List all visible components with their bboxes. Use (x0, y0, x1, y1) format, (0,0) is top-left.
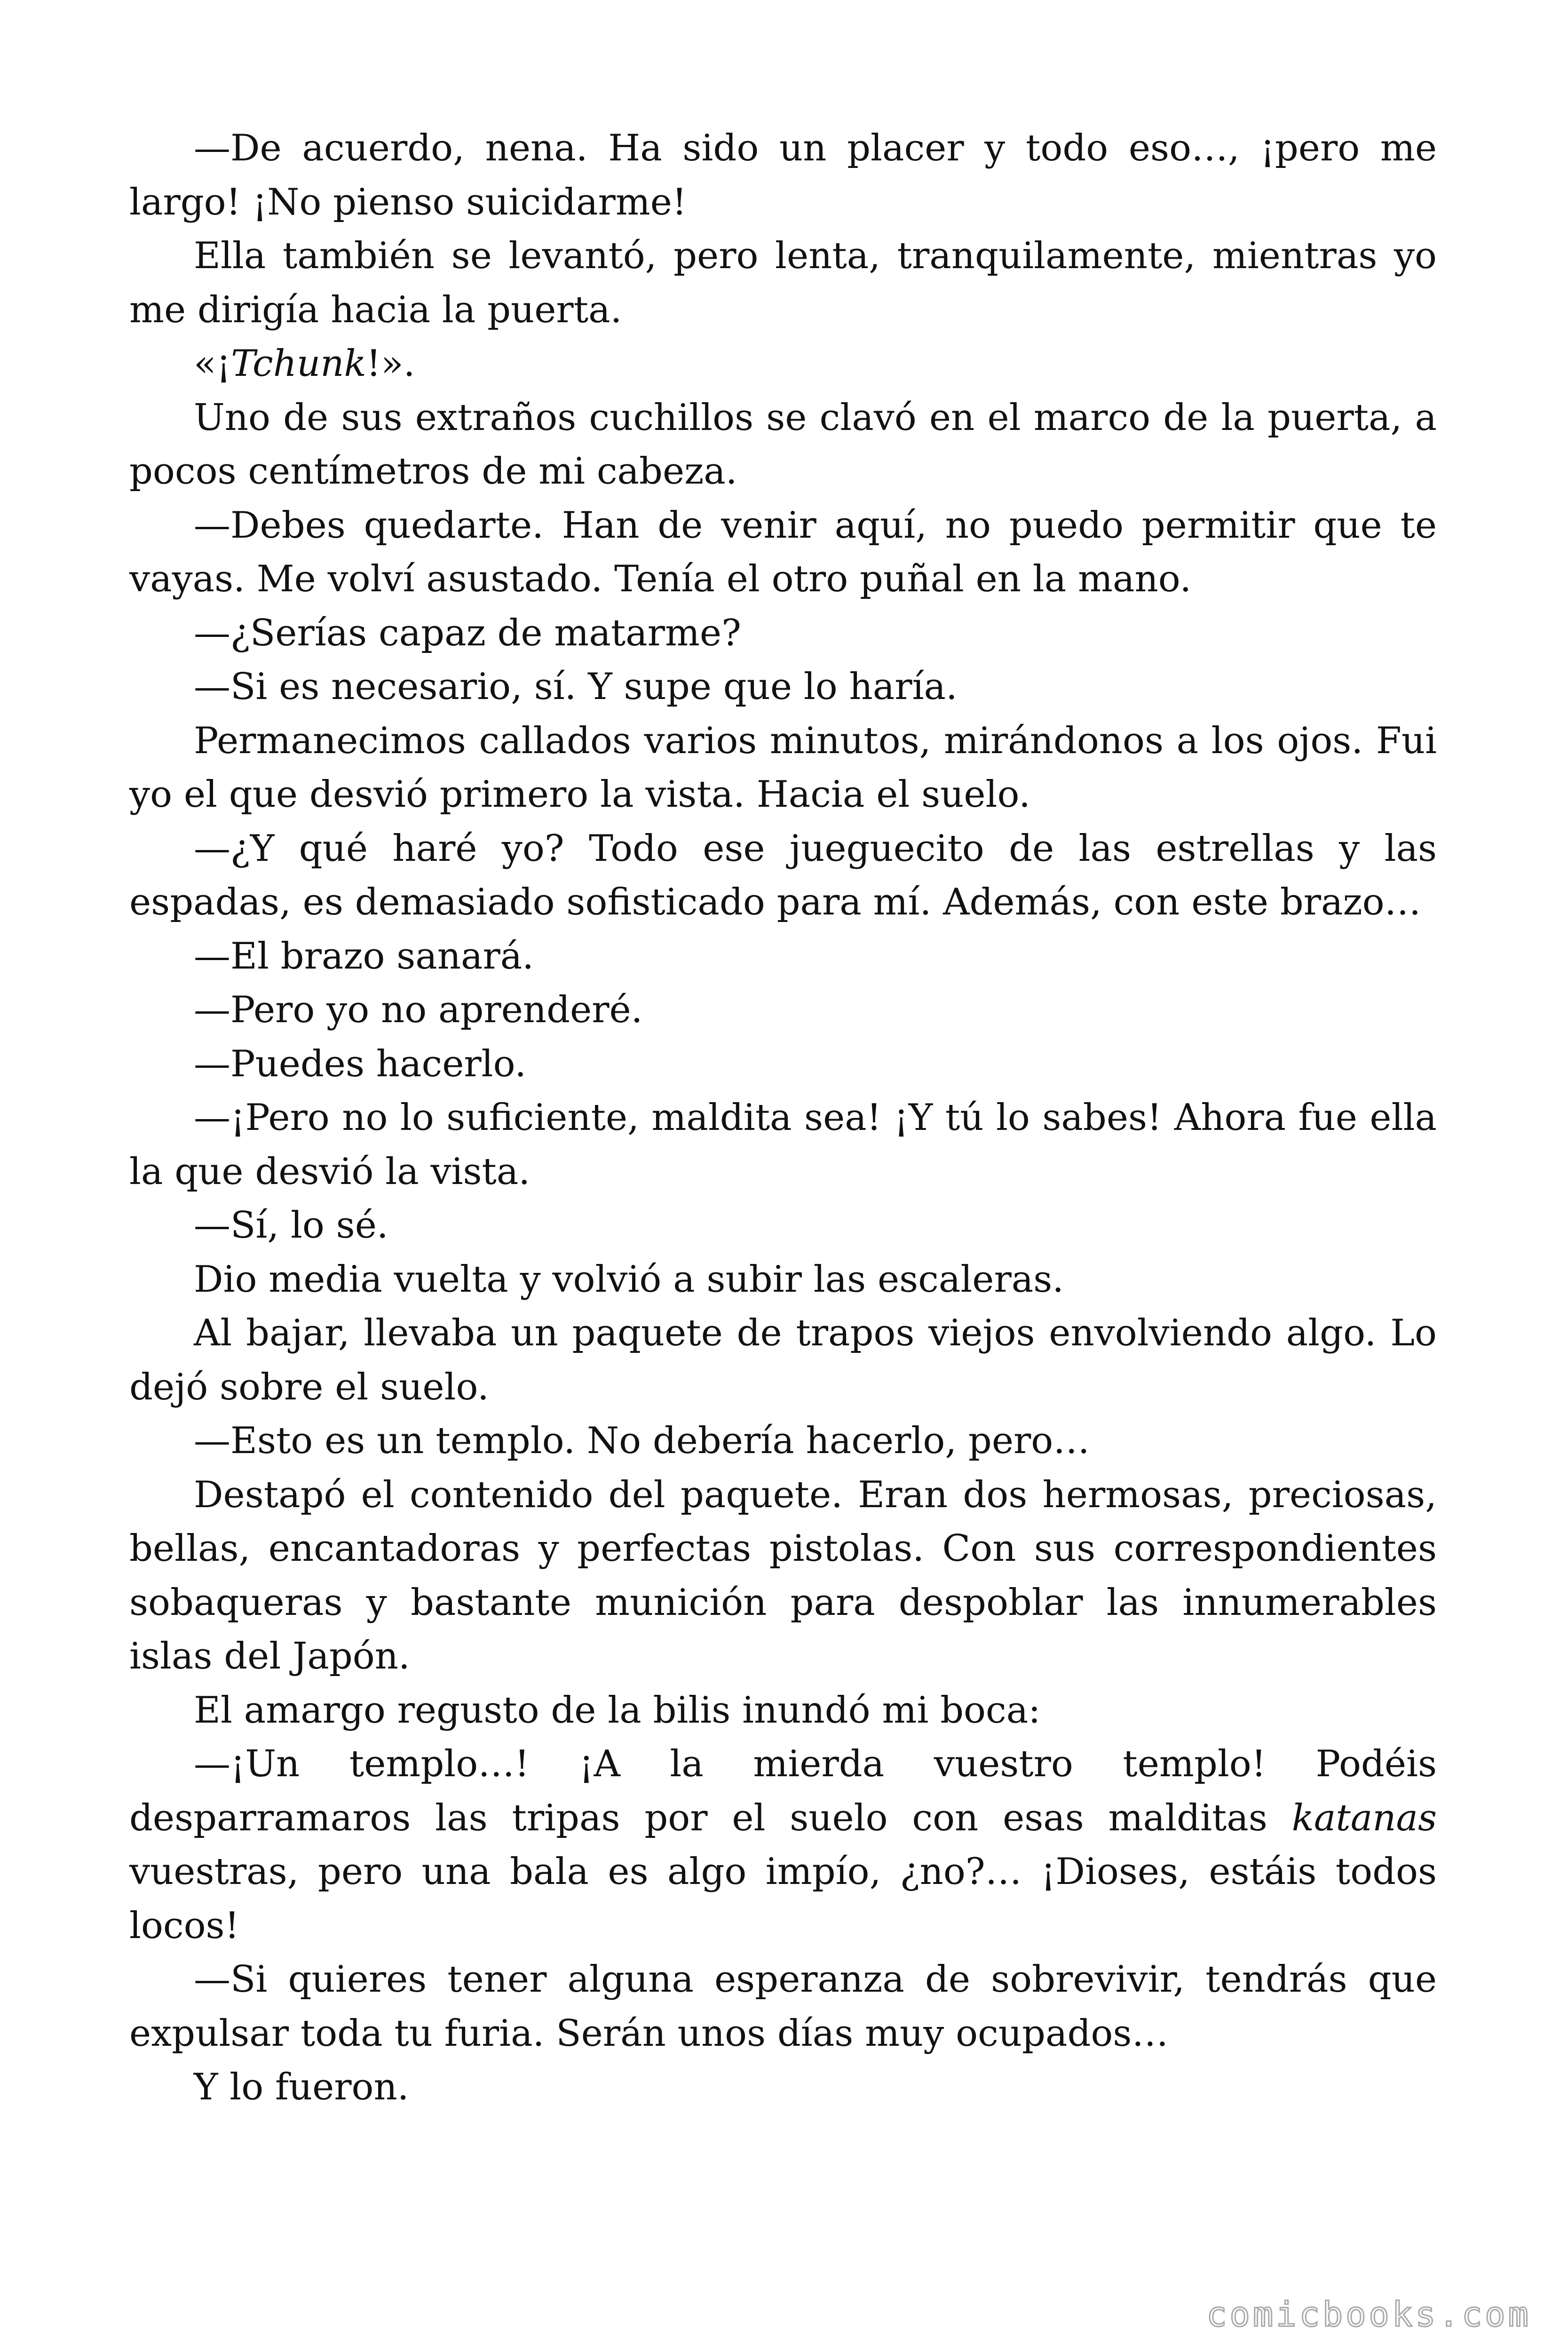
italic-text: Tchunk (231, 342, 366, 385)
text-run: «¡ (194, 342, 231, 385)
paragraph (129, 1199, 1437, 1253)
text-run: —Debes quedarte. Han de venir aquí, no puedo permitir que te vayas. Me volví asustado. Tenía el otro puñal en la mano. (129, 504, 1437, 600)
paragraph (129, 1684, 1437, 1738)
text-run: —Puedes hacerlo. (194, 1042, 526, 1085)
paragraph (129, 1953, 1437, 2060)
text-run: Permanecimos callados varios minutos, mirándonos a los ojos. Fui yo el que desvió primero la vista. Hacia el suelo. (129, 719, 1437, 816)
text-run: El amargo regusto de la bilis inundó mi boca: (194, 1689, 1041, 1732)
paragraph (129, 822, 1437, 930)
italic-text: katanas (1291, 1796, 1437, 1839)
paragraph (129, 983, 1437, 1037)
paragraph (129, 1306, 1437, 1414)
text-run: Y lo fueron. (194, 2066, 409, 2108)
text-run: —De acuerdo, nena. Ha sido un placer y todo eso…, ¡pero me largo! ¡No pienso suicidarme! (129, 127, 1437, 223)
text-run: —¿Serías capaz de matarme? (194, 612, 741, 654)
text-run: —El brazo sanará. (194, 935, 534, 977)
paragraph (129, 121, 1437, 229)
paragraph (129, 499, 1437, 606)
paragraph (129, 930, 1437, 984)
text-run: —Si quieres tener alguna esperanza de sobrevivir, tendrás que expulsar toda tu furia. Serán unos días muy ocupados… (129, 1958, 1437, 2055)
text-run: —Si es necesario, sí. Y supe que lo haría. (194, 666, 958, 708)
text-run: Al bajar, llevaba un paquete de trapos viejos envolviendo algo. Lo dejó sobre el suelo. (129, 1312, 1437, 1408)
paragraph (129, 606, 1437, 660)
text-run: Dio media vuelta y volvió a subir las escaleras. (194, 1258, 1064, 1301)
text-run: Ella también se levantó, pero lenta, tranquilamente, mientras yo me dirigía hacia la puerta. (129, 235, 1437, 331)
text-run: —Esto es un templo. No debería hacerlo, pero… (194, 1420, 1090, 1462)
paragraph (129, 1037, 1437, 1091)
text-run: —¡Un templo…! ¡A la mierda vuestro templo! Podéis desparramaros las tripas por el suelo con esas malditas (129, 1743, 1437, 1839)
paragraph (129, 1737, 1437, 1953)
paragraph (129, 1253, 1437, 1307)
paragraph (129, 1091, 1437, 1199)
text-run: —¡Pero no lo suficiente, maldita sea! ¡Y tú lo sabes! Ahora fue ella la que desvió la vista. (129, 1097, 1437, 1193)
paragraph (129, 1468, 1437, 1684)
paragraph (129, 2060, 1437, 2114)
paragraph (129, 229, 1437, 337)
text-run: —Sí, lo sé. (194, 1204, 388, 1247)
paragraph (129, 391, 1437, 499)
body-text (129, 121, 1437, 2114)
paragraph (129, 337, 1437, 391)
watermark: comicbooks.com (1206, 2295, 1531, 2334)
text-run: —Pero yo no aprenderé. (194, 989, 643, 1031)
paragraph (129, 660, 1437, 714)
text-run: Uno de sus extraños cuchillos se clavó en el marco de la puerta, a pocos centímetros de mi cabeza. (129, 396, 1437, 493)
paragraph (129, 714, 1437, 822)
text-run: Destapó el contenido del paquete. Eran dos hermosas, preciosas, bellas, encantadoras y perfectas pistolas. Con sus correspondientes sobaqueras y bastante munición para despoblar las innumerables islas del Japón. (129, 1473, 1437, 1677)
text-run: !». (366, 342, 415, 385)
text-run: vuestras, pero una bala es algo impío, ¿no?… ¡Dioses, estáis todos locos! (129, 1851, 1437, 1947)
paragraph (129, 1414, 1437, 1468)
text-run: —¿Y qué haré yo? Todo ese jueguecito de las estrellas y las espadas, es demasiado sofisticado para mí. Además, con este brazo… (129, 827, 1437, 923)
